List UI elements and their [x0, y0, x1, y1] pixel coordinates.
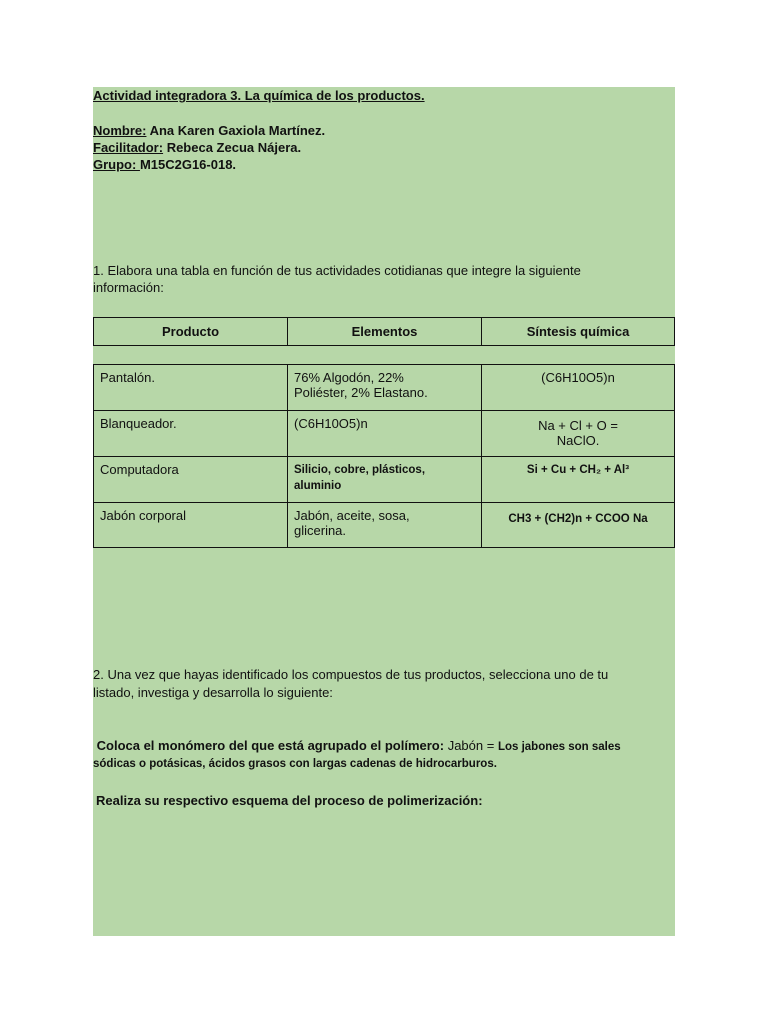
grupo-label: Grupo:: [93, 157, 140, 172]
cell-producto: Pantalón.: [94, 365, 288, 410]
cell-line: Poliéster, 2% Elastano.: [294, 385, 428, 400]
grupo-value: M15C2G16-018.: [139, 157, 237, 172]
cell-line: aluminio: [294, 480, 342, 492]
cell-line: Na + Cl + O =: [538, 418, 618, 433]
cell-producto: Jabón corporal: [94, 503, 288, 547]
facilitador-label: Facilitador:: [93, 140, 164, 155]
nombre-line: [93, 122, 325, 139]
products-table: [93, 364, 675, 548]
question2-line1: 2. Una vez que hayas identificado los compuestos de tus productos, selecciona uno de tu: [93, 667, 609, 682]
nombre-label: Nombre:: [93, 123, 147, 138]
monomero-prefix: Jabón =: [444, 738, 498, 753]
cell-line: CH3 + (CH2)n + CCOO Na: [508, 513, 648, 525]
question1-line1: 1. Elabora una tabla en función de tus actividades cotidianas que integre la siguiente: [93, 263, 581, 278]
grupo-line: [93, 156, 236, 173]
cell-line: Si + Cu + CH₂ + Al³: [526, 464, 630, 476]
cell-sintesis: [482, 411, 674, 456]
header-producto: Producto: [94, 318, 288, 345]
cell-elementos: [288, 411, 482, 456]
monomero-value-line2: sódicas o potásicas, ácidos grasos con largas cadenas de hidrocarburos.: [93, 758, 497, 770]
header-elementos: Elementos: [288, 318, 482, 345]
table-row: [94, 503, 674, 547]
facilitador-line: [93, 139, 301, 156]
monomero-paragraph: [93, 737, 668, 772]
question1-line2: información:: [93, 280, 164, 295]
cell-sintesis: [482, 457, 674, 502]
cell-line: glicerina.: [294, 523, 347, 538]
cell-elementos: [288, 365, 482, 410]
monomero-value-line1: Los jabones son sales: [497, 741, 621, 753]
cell-line: NaClO.: [556, 433, 600, 448]
header-sintesis: Síntesis química: [526, 324, 630, 339]
cell-sintesis: [482, 365, 674, 410]
nombre-value: Ana Karen Gaxiola Martínez.: [146, 123, 326, 138]
monomero-label: Coloca el monómero del que está agrupado el polímero:: [96, 738, 445, 753]
cell-elementos: [288, 457, 482, 502]
cell-line: (C6H10O5)n: [541, 370, 615, 385]
table-header: [93, 317, 675, 346]
cell-producto: Blanqueador.: [94, 411, 288, 456]
cell-elementos: [288, 503, 482, 547]
facilitador-value: Rebeca Zecua Nájera.: [163, 140, 302, 155]
cell-line: Silicio, cobre, plásticos,: [294, 464, 426, 476]
esquema-label: Realiza su respectivo esquema del proceso de polimerización:: [96, 793, 483, 808]
table-row: [94, 365, 674, 411]
question2-line2: listado, investiga y desarrolla lo siguiente:: [93, 685, 333, 700]
document-title: Actividad integradora 3. La química de los productos.: [93, 88, 425, 103]
cell-line: Jabón, aceite, sosa,: [294, 508, 410, 523]
table-row: [94, 411, 674, 457]
cell-producto: Computadora: [94, 457, 288, 502]
cell-line: 76% Algodón, 22%: [294, 370, 404, 385]
cell-line: (C6H10O5)n: [294, 416, 368, 431]
monomero-line1: [93, 737, 668, 755]
cell-sintesis: [482, 503, 674, 547]
document-page: [93, 87, 675, 936]
table-row: [94, 457, 674, 503]
